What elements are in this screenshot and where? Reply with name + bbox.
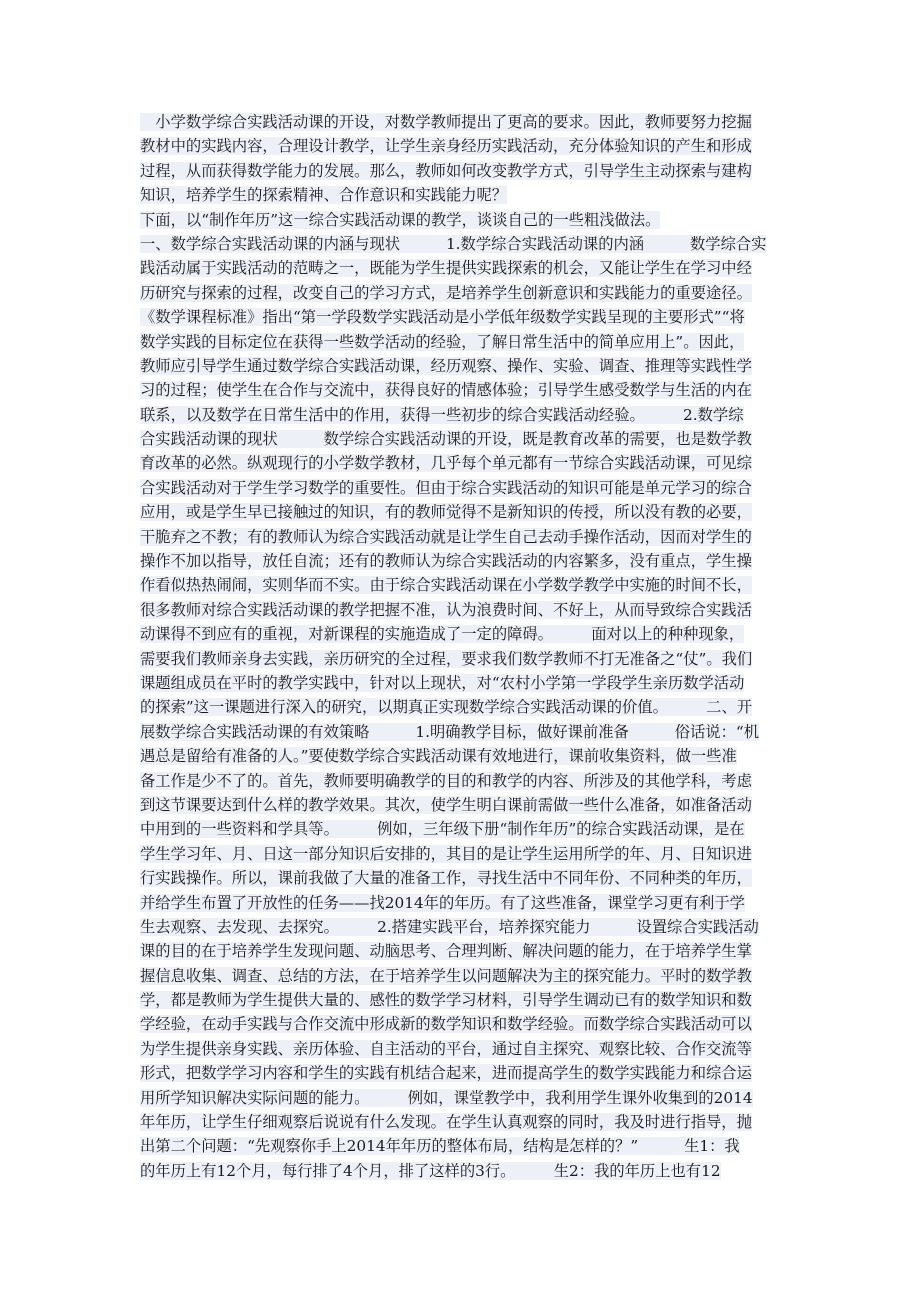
text-line-content: 形式，把数学学习内容和学生的实践有机结合起来，进而提高学生的数学实践能力和综合运 xyxy=(140,1064,752,1083)
text-line xyxy=(140,451,792,475)
text-line-content: 知识，培养学生的探索精神、合作意识和实践能力呢？ xyxy=(140,186,508,205)
text-line xyxy=(140,720,792,744)
text-line-content: 用所学知识解决实际问题的能力。 例如，课堂教学中，我利用学生课外收集到的2014 xyxy=(140,1088,753,1107)
text-line-content: 干脆弃之不教；有的教师认为综合实践活动就是让学生自己去动手操作活动，因而对学生的 xyxy=(140,527,752,546)
text-line-content: 合实践活动对于学生学习数学的重要性。但由于综合实践活动的知识可能是单元学习的综合 xyxy=(140,478,752,497)
text-line xyxy=(140,1134,792,1158)
text-line-content: 下面，以“制作年历”这一综合实践活动课的教学，谈谈自己的一些粗浅做法。 xyxy=(140,210,661,229)
text-line-content: 育改革的必然。纵观现行的小学数学教材，几乎每个单元都有一节综合实践活动课，可见综 xyxy=(140,454,752,473)
text-line xyxy=(140,549,792,573)
text-line-content: 《数学课程标准》指出“第一学段数学实践活动是小学低年级数学实践呈现的主要形式”“将 xyxy=(140,308,745,327)
text-line xyxy=(140,1110,792,1134)
text-line-content: 很多教师对综合实践活动课的教学把握不准，认为浪费时间、不好上，从而导致综合实践活 xyxy=(140,600,752,619)
text-line xyxy=(140,159,792,183)
text-line xyxy=(140,281,792,305)
text-line xyxy=(140,573,792,597)
text-line xyxy=(140,964,792,988)
text-line-content: 操作不加以指导，放任自流；还有的教师认为综合实践活动的内容繁多，没有重点，学生操 xyxy=(140,552,752,571)
text-line xyxy=(140,1159,792,1183)
text-line xyxy=(140,525,792,549)
text-line xyxy=(140,939,792,963)
text-line xyxy=(140,427,792,451)
text-line-content: 动课得不到应有的重视，对新课程的实施造成了一定的障碍。 面对以上的种种现象， xyxy=(140,625,745,644)
text-line xyxy=(140,793,792,817)
text-line xyxy=(140,1061,792,1085)
text-line-content: 一、数学综合实践活动课的内涵与现状 1.数学综合实践活动课的内涵 数学综合实 xyxy=(140,234,767,253)
text-line-content: 中用到的一些资料和学具等。 例如，三年级下册“制作年历”的综合实践活动课，是在 xyxy=(140,820,745,839)
text-line-content: 数学实践的目标定位在获得一些数学活动的经验，了解日常生活中的简单应用上”。因此， xyxy=(140,332,745,351)
text-line-content: 学生学习年、月、日这一部分知识后安排的，其目的是让学生运用所学的年、月、日知识进 xyxy=(140,844,752,863)
text-line-content: 课的目的在于培养学生发现问题、动脑思考、合理判断、解决问题的能力，在于培养学生掌 xyxy=(140,942,752,961)
text-line xyxy=(140,891,792,915)
text-line-content: 行实践操作。所以，课前我做了大量的准备工作，寻找生活中不同年份、不同种类的年历， xyxy=(140,869,752,888)
text-line-content: 践活动属于实践活动的范畴之一，既能为学生提供实践探索的机会，又能让学生在学习中经 xyxy=(140,259,752,278)
text-line xyxy=(140,769,792,793)
text-line-content: 需要我们教师亲身去实践，亲历研究的全过程，要求我们数学教师不打无准备之“仗”。我们 xyxy=(140,649,753,668)
text-line-content: 课题组成员在平时的教学实践中，针对以上现状，对“农村小学第一学段学生亲历数学活动 xyxy=(140,673,745,692)
text-line xyxy=(140,256,792,280)
text-line xyxy=(140,866,792,890)
text-line xyxy=(140,988,792,1012)
text-line xyxy=(140,622,792,646)
text-line xyxy=(140,354,792,378)
text-line xyxy=(140,134,792,158)
text-line xyxy=(140,1037,792,1061)
text-line xyxy=(140,330,792,354)
text-line-content: 生去观察、去发现、去探究。 2.搭建实践平台，培养探究能力 设置综合实践活动 xyxy=(140,917,759,936)
text-line xyxy=(140,1012,792,1036)
text-line xyxy=(140,476,792,500)
text-line-content: 遇总是留给有准备的人。”要使数学综合实践活动课有效地进行，课前收集资料，做一些准 xyxy=(140,747,737,766)
text-line-content: 历研究与探索的过程，改变自己的学习方式，是培养学生创新意识和实践能力的重要途径。 xyxy=(140,283,752,302)
text-line-content: 备工作是少不了的。首先，教师要明确教学的目的和教学的内容、所涉及的其他学科，考虑 xyxy=(140,771,752,790)
text-line-content: 并给学生布置了开放性的任务——找2014年的年历。有了这些准备，课堂学习更有利于学 xyxy=(140,893,745,912)
text-line-content: 握信息收集、调查、总结的方法，在于培养学生以问题解决为主的探究能力。平时的数学教 xyxy=(140,966,752,985)
text-line-content: 学，都是教师为学生提供大量的、感性的数学学习材料，引导学生调动已有的数学知识和数 xyxy=(140,991,752,1010)
text-line-content: 过程，从而获得数学能力的发展。那么，教师如何改变教学方式，引导学生主动探索与建构 xyxy=(140,161,752,180)
text-line xyxy=(140,1086,792,1110)
text-line xyxy=(140,817,792,841)
text-line xyxy=(140,110,792,134)
text-line-content: 的年历上有12个月，每行排了4个月，排了这样的3行。 生2：我的年历上也有12 xyxy=(140,1161,721,1180)
text-line xyxy=(140,744,792,768)
text-line xyxy=(140,500,792,524)
text-line xyxy=(140,305,792,329)
text-line xyxy=(140,208,792,232)
text-line xyxy=(140,598,792,622)
text-line-content: 教材中的实践内容，合理设计教学，让学生亲身经历实践活动，充分体验知识的产生和形成 xyxy=(140,137,752,156)
text-line-content: 展数学综合实践活动课的有效策略 1.明确教学目标，做好课前准备 俗话说：“机 xyxy=(140,722,759,741)
text-line xyxy=(140,183,792,207)
text-line-content: 出第二个问题：“先观察你手上2014年年历的整体布局，结构是怎样的？” 生1：我 xyxy=(140,1137,740,1156)
text-line xyxy=(140,671,792,695)
text-line-content: 学经验，在动手实践与合作交流中形成新的数学知识和数学经验。而数学综合实践活动可以 xyxy=(140,1015,752,1034)
text-line-content: 为学生提供亲身实践、亲历体验、自主活动的平台，通过自主探究、观察比较、合作交流等 xyxy=(140,1039,752,1058)
text-line xyxy=(140,647,792,671)
text-line-content: 习的过程；使学生在合作与交流中，获得良好的情感体验；引导学生感受数学与生活的内在 xyxy=(140,381,752,400)
text-line-content: 到这节课要达到什么样的教学效果。其次，使学生明白课前需做一些什么准备，如准备活动 xyxy=(140,795,752,814)
text-line xyxy=(140,915,792,939)
text-line xyxy=(140,842,792,866)
document-body xyxy=(140,110,792,1183)
text-line-content: 作看似热热闹闹，实则华而不实。由于综合实践活动课在小学数学教学中实施的时间不长， xyxy=(140,576,752,595)
text-line xyxy=(140,378,792,402)
text-line-content: 教师应引导学生通过数学综合实践活动课，经历观察、操作、实验、调查、推理等实践性学 xyxy=(140,356,752,375)
text-line-content: 年年历，让学生仔细观察后说说有什么发现。在学生认真观察的同时，我及时进行指导，抛 xyxy=(140,1113,752,1132)
text-line-content: 小学数学综合实践活动课的开设，对数学教师提出了更高的要求。因此，教师要努力挖掘 xyxy=(140,113,752,131)
text-line-content: 应用，或是学生早已接触过的知识，有的教师觉得不是新知识的传授，所以没有教的必要， xyxy=(140,503,752,522)
text-line-content: 联系，以及数学在日常生活中的作用，获得一些初步的综合实践活动经验。 2.数学综 xyxy=(140,405,744,424)
text-line-content: 合实践活动课的现状 数学综合实践活动课的开设，既是教育改革的需要，也是数学教 xyxy=(140,430,752,449)
text-line-content: 的探索”这一课题进行深入的研究，以期真正实现数学综合实践活动课的价值。 二、开 xyxy=(140,698,753,717)
text-line xyxy=(140,232,792,256)
text-line xyxy=(140,695,792,719)
text-line xyxy=(140,403,792,427)
